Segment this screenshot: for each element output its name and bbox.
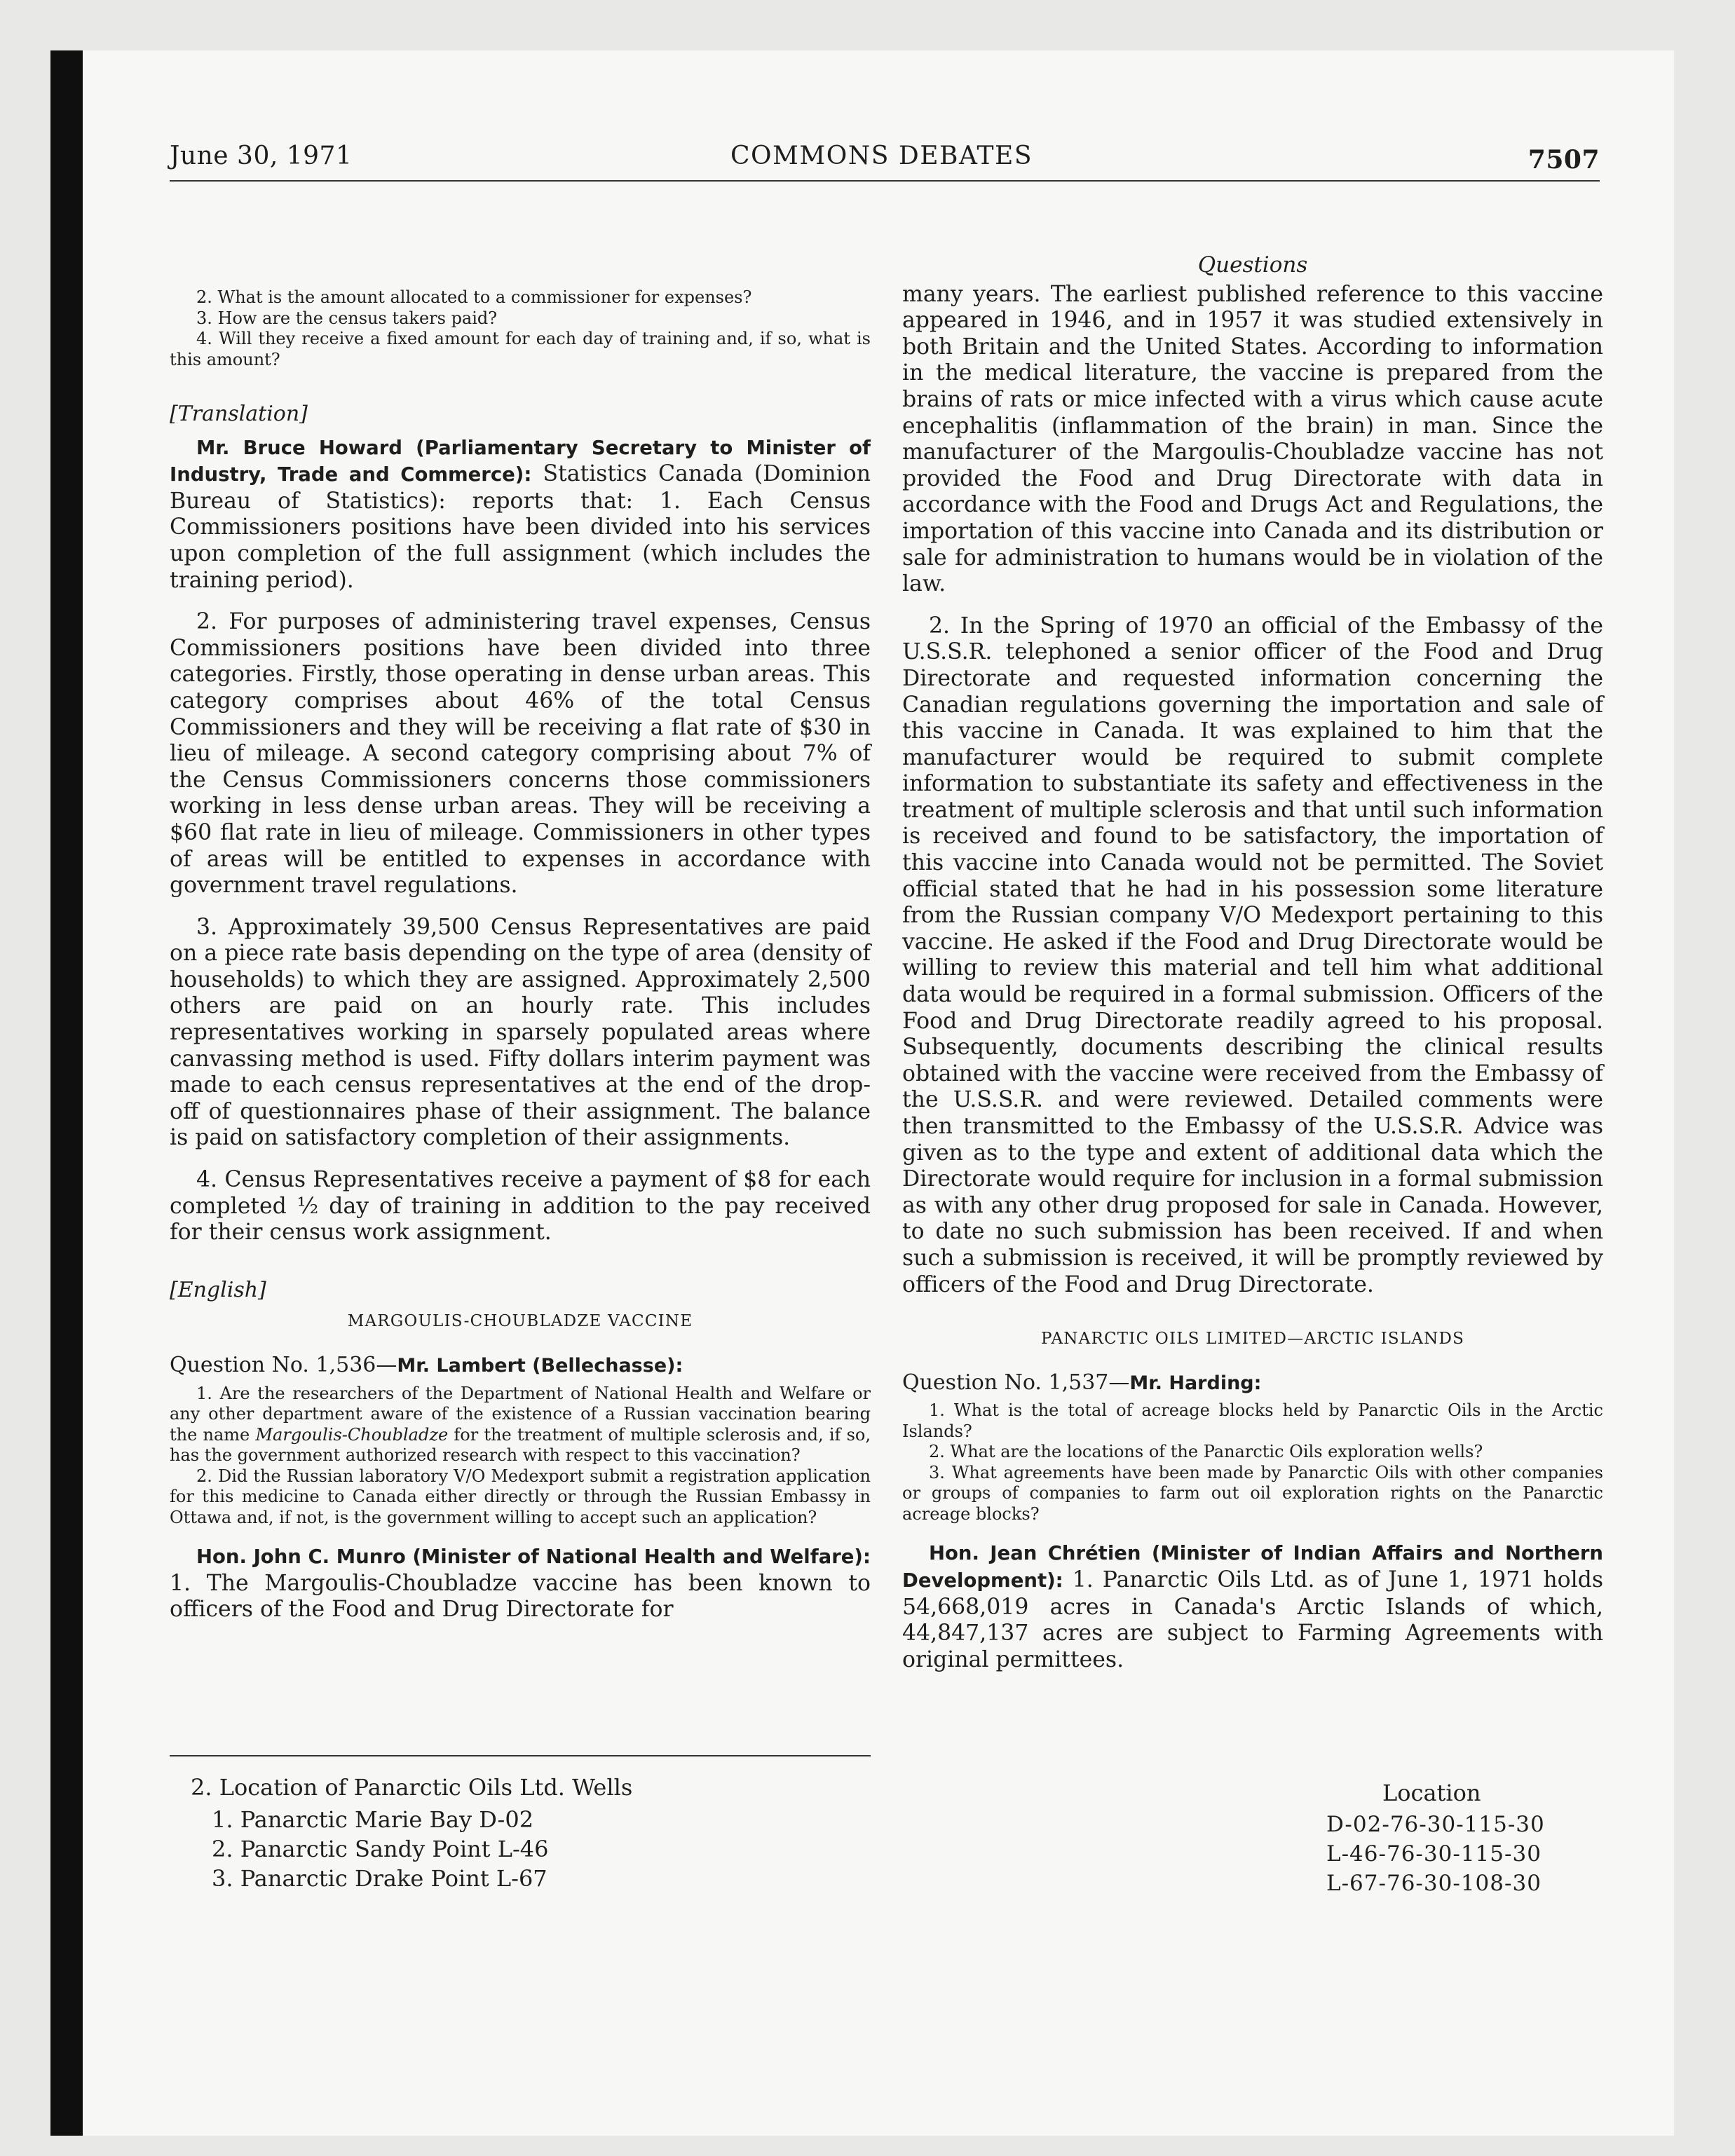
- list-item: 3. Panarctic Drake Point L-67: [212, 1865, 547, 1892]
- left-column: [170, 198, 871, 1623]
- asker-harding: Mr. Harding:: [1129, 1372, 1262, 1394]
- right-column: [902, 198, 1603, 1673]
- census-question-4: 4. Will they receive a fixed amount for each day of training and, if so, what is this amount?: [170, 329, 871, 369]
- list-item: D-02-76-30-115-30: [1326, 1812, 1545, 1837]
- census-question-3: 3. How are the census takers paid?: [196, 308, 498, 328]
- panarctic-question-3: 3. What agreements have been made by Panarctic Oils with other companies or groups of companies to farm out oil exploration rights on the Panarctic acreage blocks?: [902, 1462, 1603, 1524]
- question-number-1537: Question No. 1,537—Mr. Harding:: [902, 1370, 1262, 1395]
- panarctic-question-1: 1. What is the total of acreage blocks held by Panarctic Oils in the Arctic Islands?: [902, 1400, 1603, 1441]
- munro-answer-1: Hon. John C. Munro (Minister of National Health and Welfare): 1. The Margoulis-Choubladze vaccine has been known to officers of the Food and Drug Directorate for: [170, 1546, 871, 1623]
- asker-lambert: Mr. Lambert (Bellechasse):: [397, 1355, 683, 1377]
- wells-title: 2. Location of Panarctic Oils Ltd. Wells: [191, 1774, 633, 1801]
- header-date: June 30, 1971: [170, 142, 353, 170]
- howard-answer-1: Mr. Bruce Howard (Parliamentary Secretary to Minister of Industry, Trade and Commerce): Statistics Canada (Dominion Bureau of Statistics): reports that: 1. Each Census Commissioners positions have been divided into his services upon completion of the full assignment (which includes the training period).: [170, 436, 871, 593]
- section-heading-vaccine: MARGOULIS-CHOUBLADZE VACCINE: [347, 1312, 693, 1331]
- munro-answer-2: 2. In the Spring of 1970 an official of the Embassy of the U.S.S.R. telephoned a senior officer of the Food and Drug Directorate and requested information concerning the Canadian regulations governing the importation and sale of this vaccine in Canada. It was explained to him that the manufacturer would be required to submit complete information to substantiate its safety and effectiveness in the treatment of multiple sclerosis and that until such information is received and found to be satisfactory, the importation of this vaccine into Canada would not be permitted. The Soviet official stated that he had in his possession some literature from the Russian company V/O Medexport pertaining to this vaccine. He asked if the Food and Drug Directorate would be willing to review this material and tell him what additional data would be required in a formal submission. Officers of the Food and Drug Directorate readily agreed to his proposal. Subsequently, documents describing the clinical results obtained with the vaccine were received from the Embassy of the U.S.S.R. and were reviewed. Detailed comments were then transmitted to the Embassy of the U.S.S.R. Advice was given as to the type and extent of additional data which the Directorate would require for inclusion in a formal submission as with any other drug proposed for sale in Canada. However, to date no such submission has been received. If and when such a submission is received, it will be promptly reviewed by officers of the Food and Drug Directorate.: [902, 613, 1603, 1297]
- list-item: L-67-76-30-108-30: [1326, 1871, 1542, 1896]
- list-item: 2. Panarctic Sandy Point L-46: [212, 1836, 549, 1862]
- howard-answer-2: 2. For purposes of administering travel expenses, Census Commissioners positions have been divided into three categories. Firstly, those operating in dense urban areas. This category comprises about 46% of the total Census Commissioners and they will be receiving a flat rate of $30 in lieu of mileage. A second category comprising about 7% of the Census Commissioners concerns those commissioners working in less dense urban areas. They will be receiving a $60 flat rate in lieu of mileage. Commissioners in other types of areas will be entitled to expenses in accordance with government travel regulations.: [170, 609, 871, 899]
- vaccine-question-2: 2. Did the Russian laboratory V/O Medexport submit a registration application for this medicine to Canada either directly or through the Russian Embassy in Ottawa and, if not, is the government willing to accept such an application?: [170, 1466, 871, 1527]
- list-item: L-46-76-30-115-30: [1326, 1841, 1542, 1867]
- chretien-answer-1: Hon. Jean Chrétien (Minister of Indian Affairs and Northern Development): 1. Panarctic Oils Ltd. as of June 1, 1971 holds 54,668,019 acres in Canada's Arctic Islands of which, 44,847,137 acres are subject to Farming Agreements with original permittees.: [902, 1542, 1603, 1672]
- howard-answer-3: 3. Approximately 39,500 Census Representatives are paid on a piece rate basis depending on the type of area (density of households) to which they are assigned. Approximately 2,500 others are paid on an hourly rate. This includes representatives working in sparsely populated areas where canvassing method is used. Fifty dollars interim payment was made to each census representatives at the end of the drop-off of questionnaires phase of their assignment. The balance is paid on satisfactory completion of their assignments.: [170, 914, 871, 1151]
- howard-answer-4: 4. Census Representatives receive a payment of $8 for each completed ½ day of training in addition to the pay received for their census work assignment.: [170, 1167, 871, 1246]
- panarctic-question-2: 2. What are the locations of the Panarctic Oils exploration wells?: [929, 1442, 1483, 1462]
- running-head-questions: Questions: [1197, 252, 1308, 278]
- speaker-munro: Hon. John C. Munro (Minister of National Health and Welfare):: [196, 1546, 871, 1569]
- divider-rule: [170, 1755, 871, 1756]
- header-rule: [170, 180, 1600, 182]
- english-tag: [English]: [170, 1277, 266, 1302]
- list-item: 1. Panarctic Marie Bay D-02: [212, 1806, 534, 1833]
- speaker-howard: Mr. Bruce Howard (Parliamentary Secretary to Minister of Industry, Trade and Commerce):: [170, 436, 871, 486]
- section-heading-panarctic: PANARCTIC OILS LIMITED—ARCTIC ISLANDS: [1040, 1330, 1465, 1349]
- location-header: Location: [1382, 1780, 1481, 1806]
- translation-tag: [Translation]: [170, 402, 308, 426]
- header-title: COMMONS DEBATES: [730, 142, 1033, 170]
- page-number: 7507: [1528, 145, 1600, 175]
- census-question-2: 2. What is the amount allocated to a commissioner for expenses?: [196, 287, 752, 307]
- binding-edge: [50, 50, 83, 2136]
- question-number-1536: Question No. 1,536—Mr. Lambert (Bellechasse):: [170, 1353, 683, 1377]
- munro-answer-1-continued: many years. The earliest published reference to this vaccine appeared in 1946, and in 1957 it was studied extensively in both Britain and the United States. According to information in the medical literature, the vaccine is prepared from the brains of rats or mice infected with a virus which cause acute encephalitis (inflammation of the brain) in man. Since the manufacturer of the Margoulis-Choubladze vaccine has not provided the Food and Drug Directorate with data in accordance with the Food and Drugs Act and Regulations, the importation of this vaccine into Canada and its distribution or sale for administration to humans would be in violation of the law.: [902, 281, 1603, 597]
- vaccine-question-1: 1. Are the researchers of the Department of National Health and Welfare or any other department aware of the existence of a Russian vaccination bearing the name Margoulis-Choubladze for the treatment of multiple sclerosis and, if so, has the government authorized research with respect to this vaccination?: [170, 1383, 871, 1466]
- page: [50, 50, 1674, 2136]
- speaker-chretien: Hon. Jean Chrétien (Minister of Indian Affairs and Northern Development):: [902, 1542, 1603, 1592]
- locations-list: [1326, 1810, 1545, 1898]
- wells-list: [212, 1805, 548, 1893]
